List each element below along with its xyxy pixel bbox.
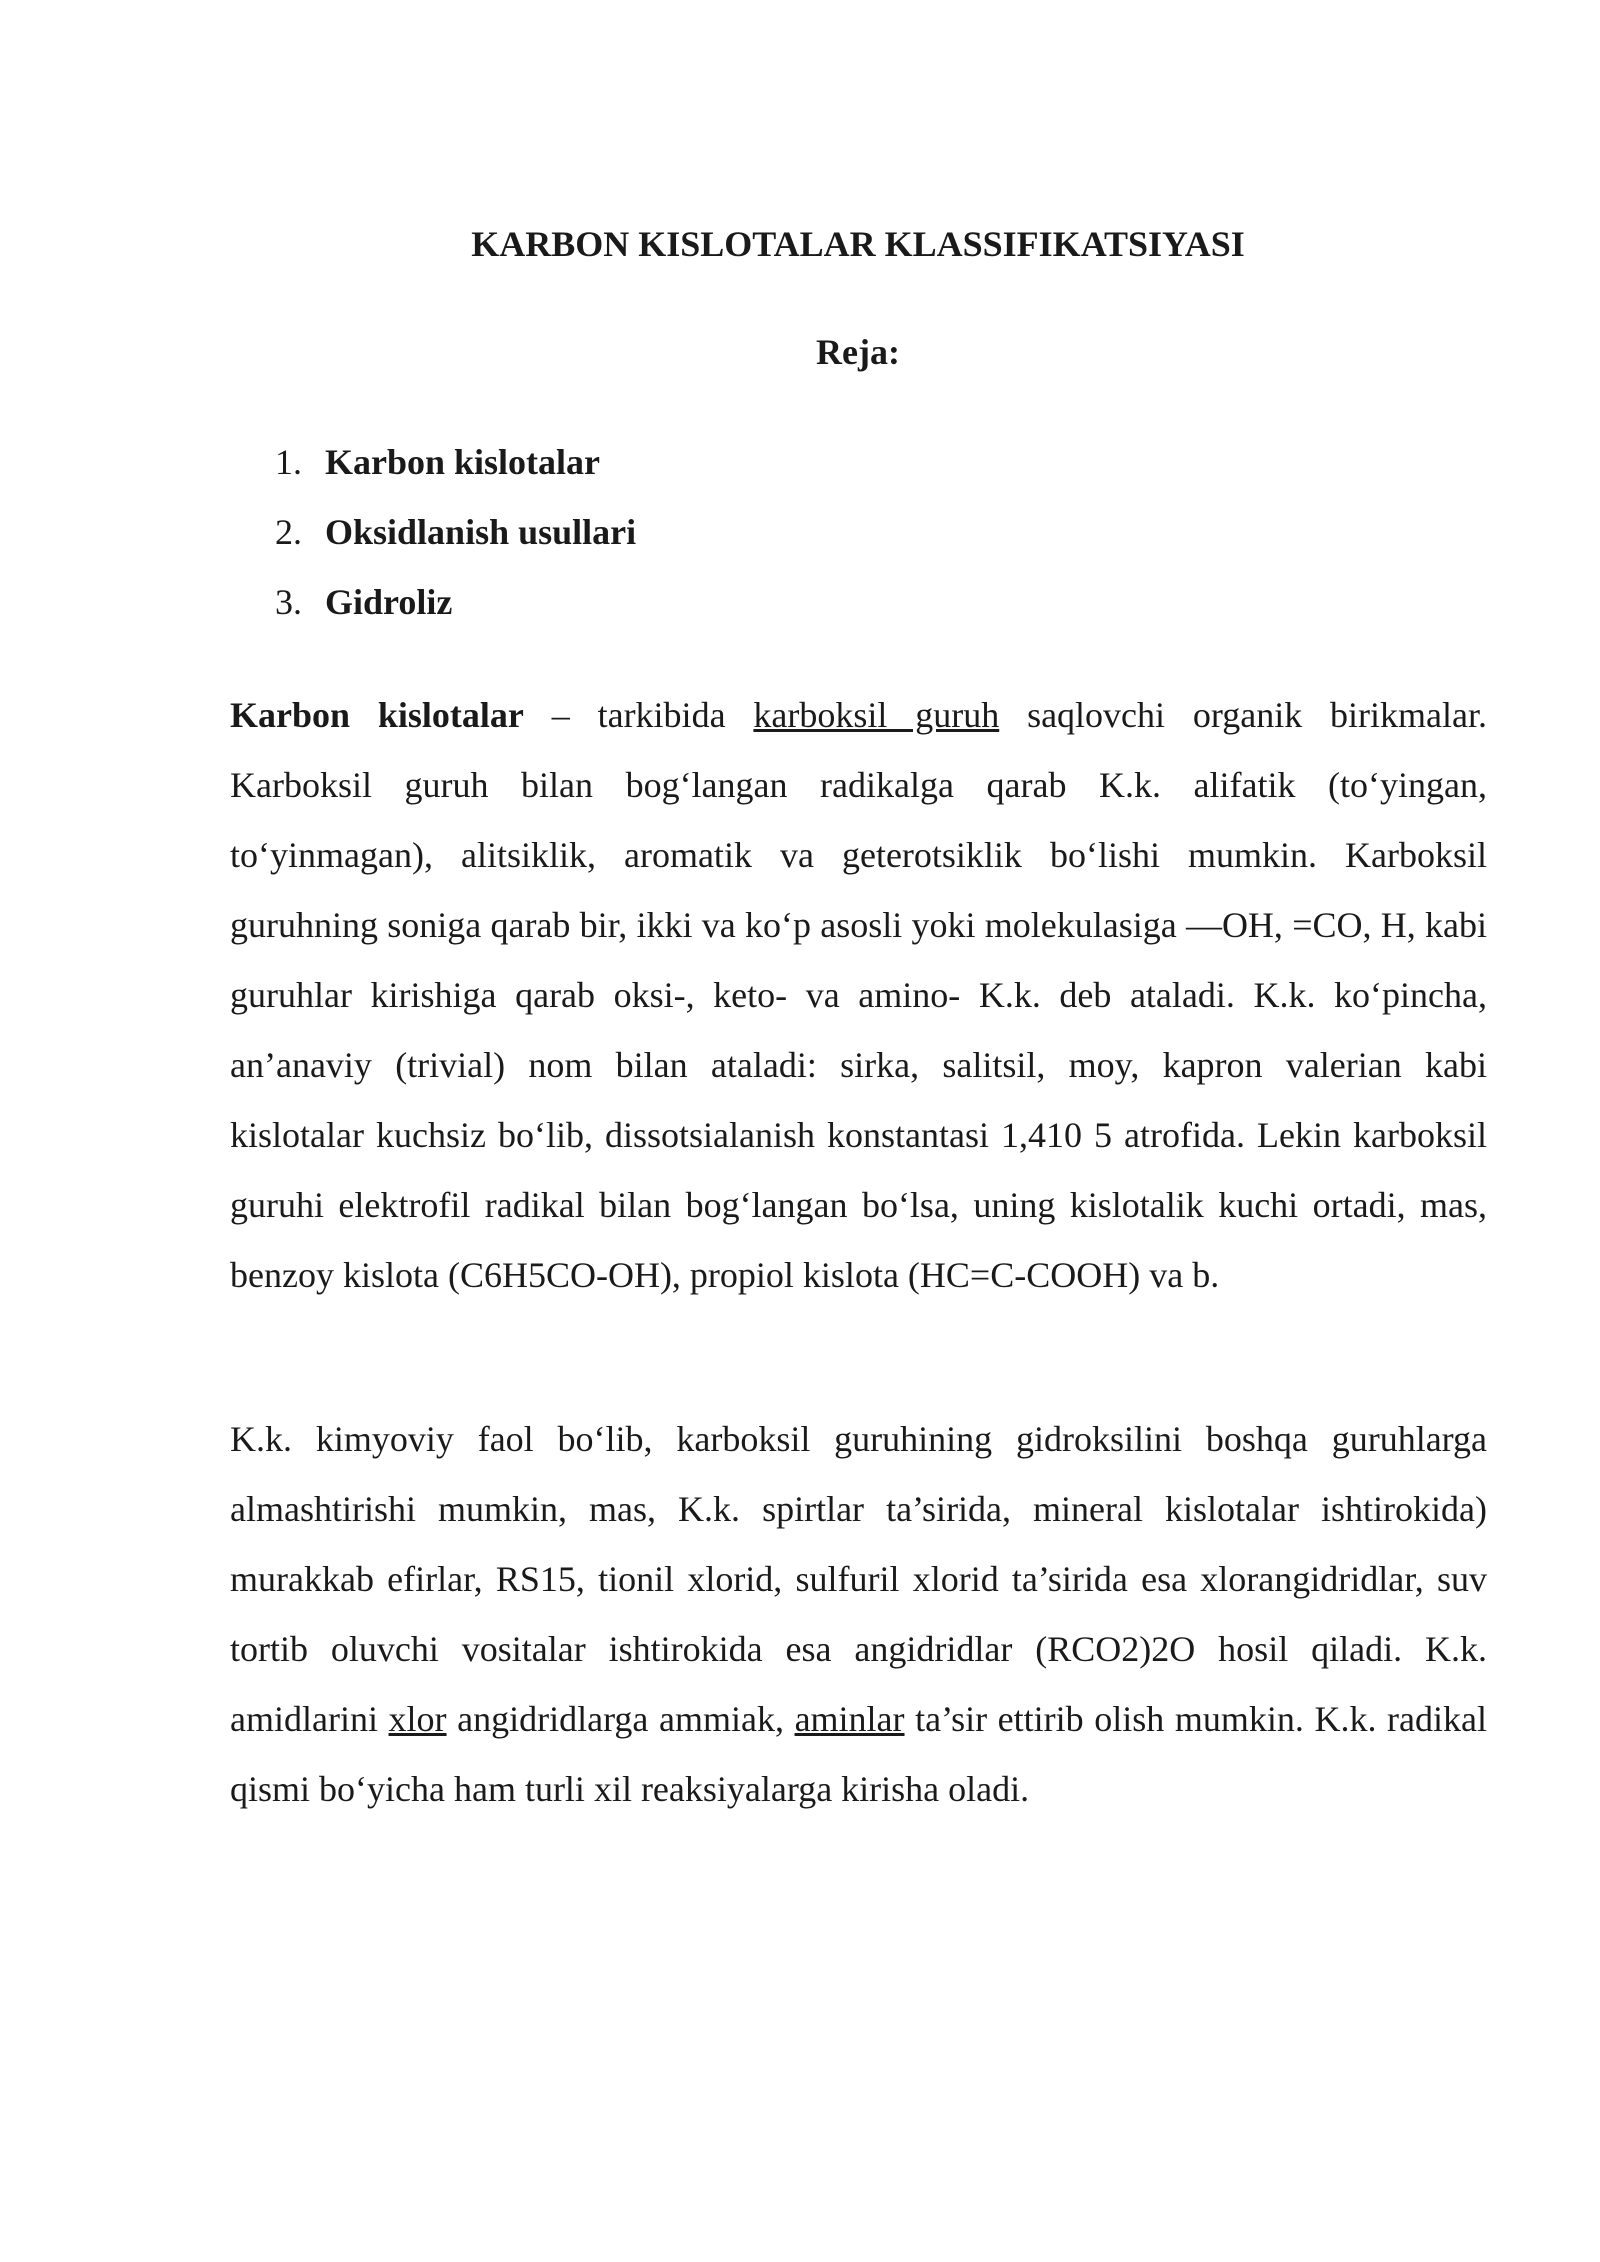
plan-item-number: 1. [275, 442, 302, 482]
plan-item-label: Karbon kislotalar [325, 442, 601, 482]
paragraph-text: saqlovchi organik birikmalar. Karboksil guruh bilan bog‘langan radikalga qarab K.k. alifatik (to‘yingan, to‘yinmagan), alitsiklik, aromatik va geterotsiklik bo‘lishi mumkin. Karboksil guruhning soniga qarab bir, ikki va ko‘p asosli yoki molekulasiga —OH, =CO, H, kabi guruhlar kirishiga qarab oksi-, keto- va amino- K.k. deb ataladi. K.k. ko‘pincha, an’anaviy (trivial) nom bilan ataladi: sirka, salitsil, moy, kapron valerian kabi kislotalar kuchsiz bo‘lib, dissotsialanish konstantasi 1,410 5 atrofida. Lekin karboksil guruhi elektrofil radikal bilan bog‘langan bo‘lsa, uning kislotalik kuchi ortadi, mas, benzoy kislota (C6H5CO-OH), propiol kislota (HC=C-COOH) va b. [230, 695, 1488, 1295]
plan-item-label: Gidroliz [325, 582, 453, 622]
plan-list [275, 427, 636, 637]
paragraph-definition [230, 680, 1487, 1310]
document-title: KARBON KISLOTALAR KLASSIFIKATSIYASI [471, 224, 1245, 264]
link-xlor[interactable]: xlor [388, 1699, 447, 1739]
plan-item-number: 3. [275, 582, 302, 622]
paragraph-properties [230, 1404, 1487, 1824]
term-lead: Karbon kislotalar [230, 695, 524, 735]
plan-item-label: Oksidlanish usullari [325, 512, 637, 552]
link-karboksil-guruh[interactable]: karboksil guruh [753, 695, 1000, 735]
paragraph-text: ta’sir ettirib olish mumkin. K.k. radikal qismi bo‘yicha ham turli xil reaksiyalarga kirisha oladi. [230, 1699, 1487, 1809]
paragraph-text: angidridlarga ammiak, [446, 1699, 795, 1739]
plan-item [275, 497, 636, 567]
plan-item [275, 567, 636, 637]
paragraph-text: K.k. kimyoviy faol bo‘lib, karboksil guruhining gidroksilini boshqa guruhlarga almashtirishi mumkin, mas, K.k. spirtlar ta’sirida, mineral kislotalar ishtirokida) murakkab efirlar, RS15, tionil xlorid, sulfuril xlorid ta’sirida esa xlorangidridlar, suv tortib oluvchi vositalar ishtirokida esa angidridlar (RCO2)2O hosil qiladi. K.k. amidlarini [230, 1419, 1487, 1739]
link-aminlar[interactable]: aminlar [794, 1699, 905, 1739]
plan-heading: Reja: [816, 332, 900, 372]
plan-item [275, 427, 636, 497]
paragraph-text: – tarkibida [523, 695, 754, 735]
plan-item-number: 2. [275, 512, 302, 552]
